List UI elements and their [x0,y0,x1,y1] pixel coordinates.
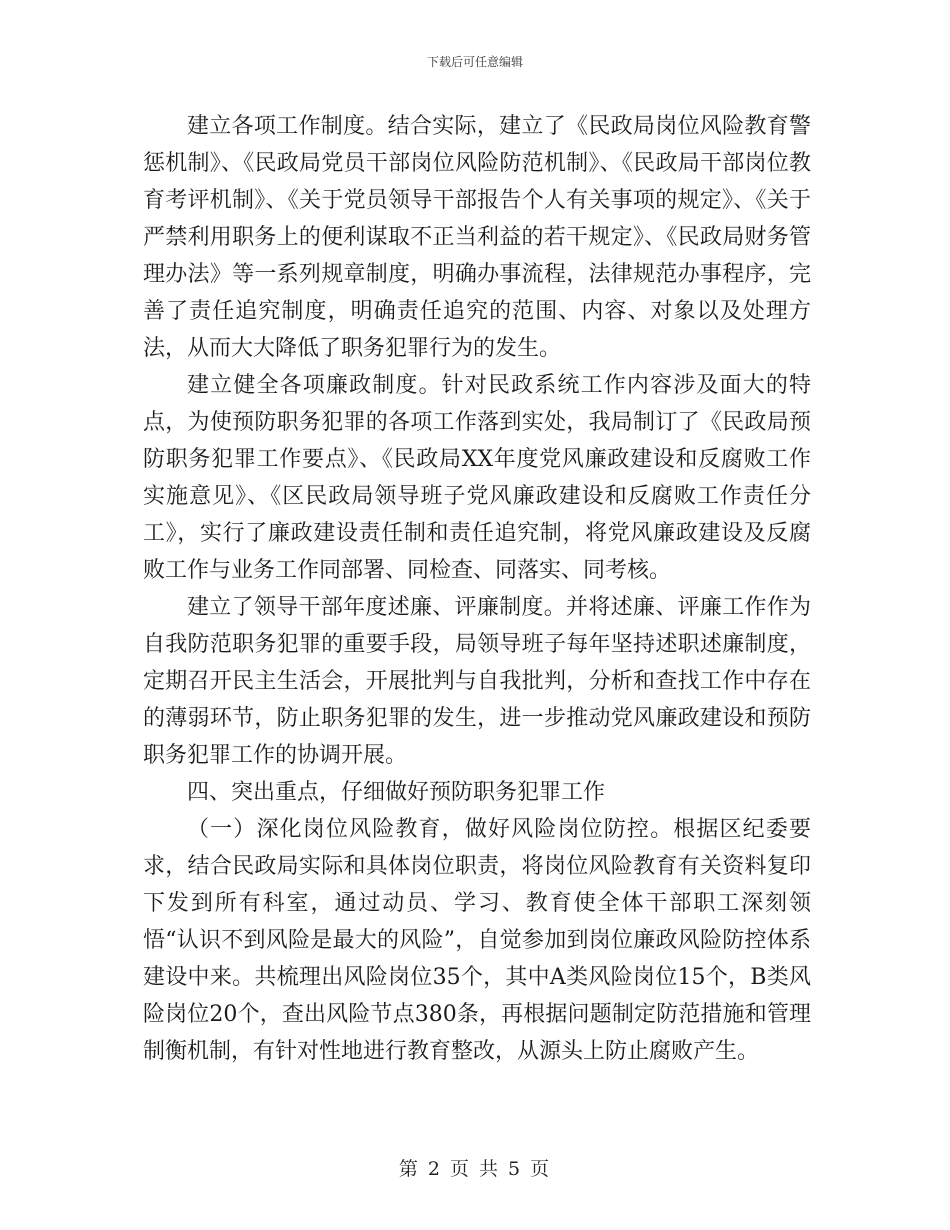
paragraph-leader-review: 建立了领导干部年度述廉、评廉制度。并将述廉、评廉工作作为自我防范职务犯罪的重要手段，局领导班子每年坚持述职述廉制度，定期召开民主生活会，开展批判与自我批判，分析和查找工作中存在的薄弱环节，防止职务犯罪的发生，进一步推动党风廉政建设和预防职务犯罪工作的协调开展。 [143,595,811,768]
paragraph-integrity-systems: 建立健全各项廉政制度。针对民政系统工作内容涉及面大的特点，为使预防职务犯罪的各项工作落到实处，我局制订了《民政局预防职务犯罪工作要点》、《民政局XX年度党风廉政建设和反腐败工作实施意见》、《区民政局领导班子党风廉政建设和反腐败工作责任分工》，实行了廉政建设责任制和责任追究制，将党风廉政建设及反腐败工作与业务工作同部署、同检查、同落实、同考核。 [143,373,811,583]
page-number: 第 2 页 共 5 页 [398,1158,552,1180]
section-heading: 四、突出重点，仔细做好预防职务犯罪工作 [187,780,606,805]
paragraph-risk-education: （一）深化岗位风险教育，做好风险岗位防控。根据区纪委要求，结合民政局实际和具体岗位职责，将岗位风险教育有关资料复印下发到所有科室，通过动员、学习、教育使全体干部职工深刻领悟“认识不到风险是最大的风险”，自觉参加到岗位廉政风险防控体系建设中来。共梳理出风险岗位35个，其中A类风险岗位15个，B类风险岗位20个，查出风险节点380条，再根据问题制定防范措施和管理制衡机制，有针对性地进行教育整改，从源头上防止腐败产生。 [143,817,811,1064]
paragraph-work-systems: 建立各项工作制度。结合实际，建立了《民政局岗位风险教育警惩机制》、《民政局党员干部岗位风险防范机制》、《民政局干部岗位教育考评机制》、《关于党员领导干部报告个人有关事项的规定》、《关于严禁利用职务上的便利谋取不正当利益的若干规定》、《民政局财务管理办法》等一系列规章制度，明确办事流程，法律规范办事程序，完善了责任追究制度，明确责任追究的范围、内容、对象以及处理方法，从而大大降低了职务犯罪行为的发生。 [143,114,811,361]
page-header-note: 下载后可任意编辑 [426,55,523,69]
document-body [143,108,811,1070]
